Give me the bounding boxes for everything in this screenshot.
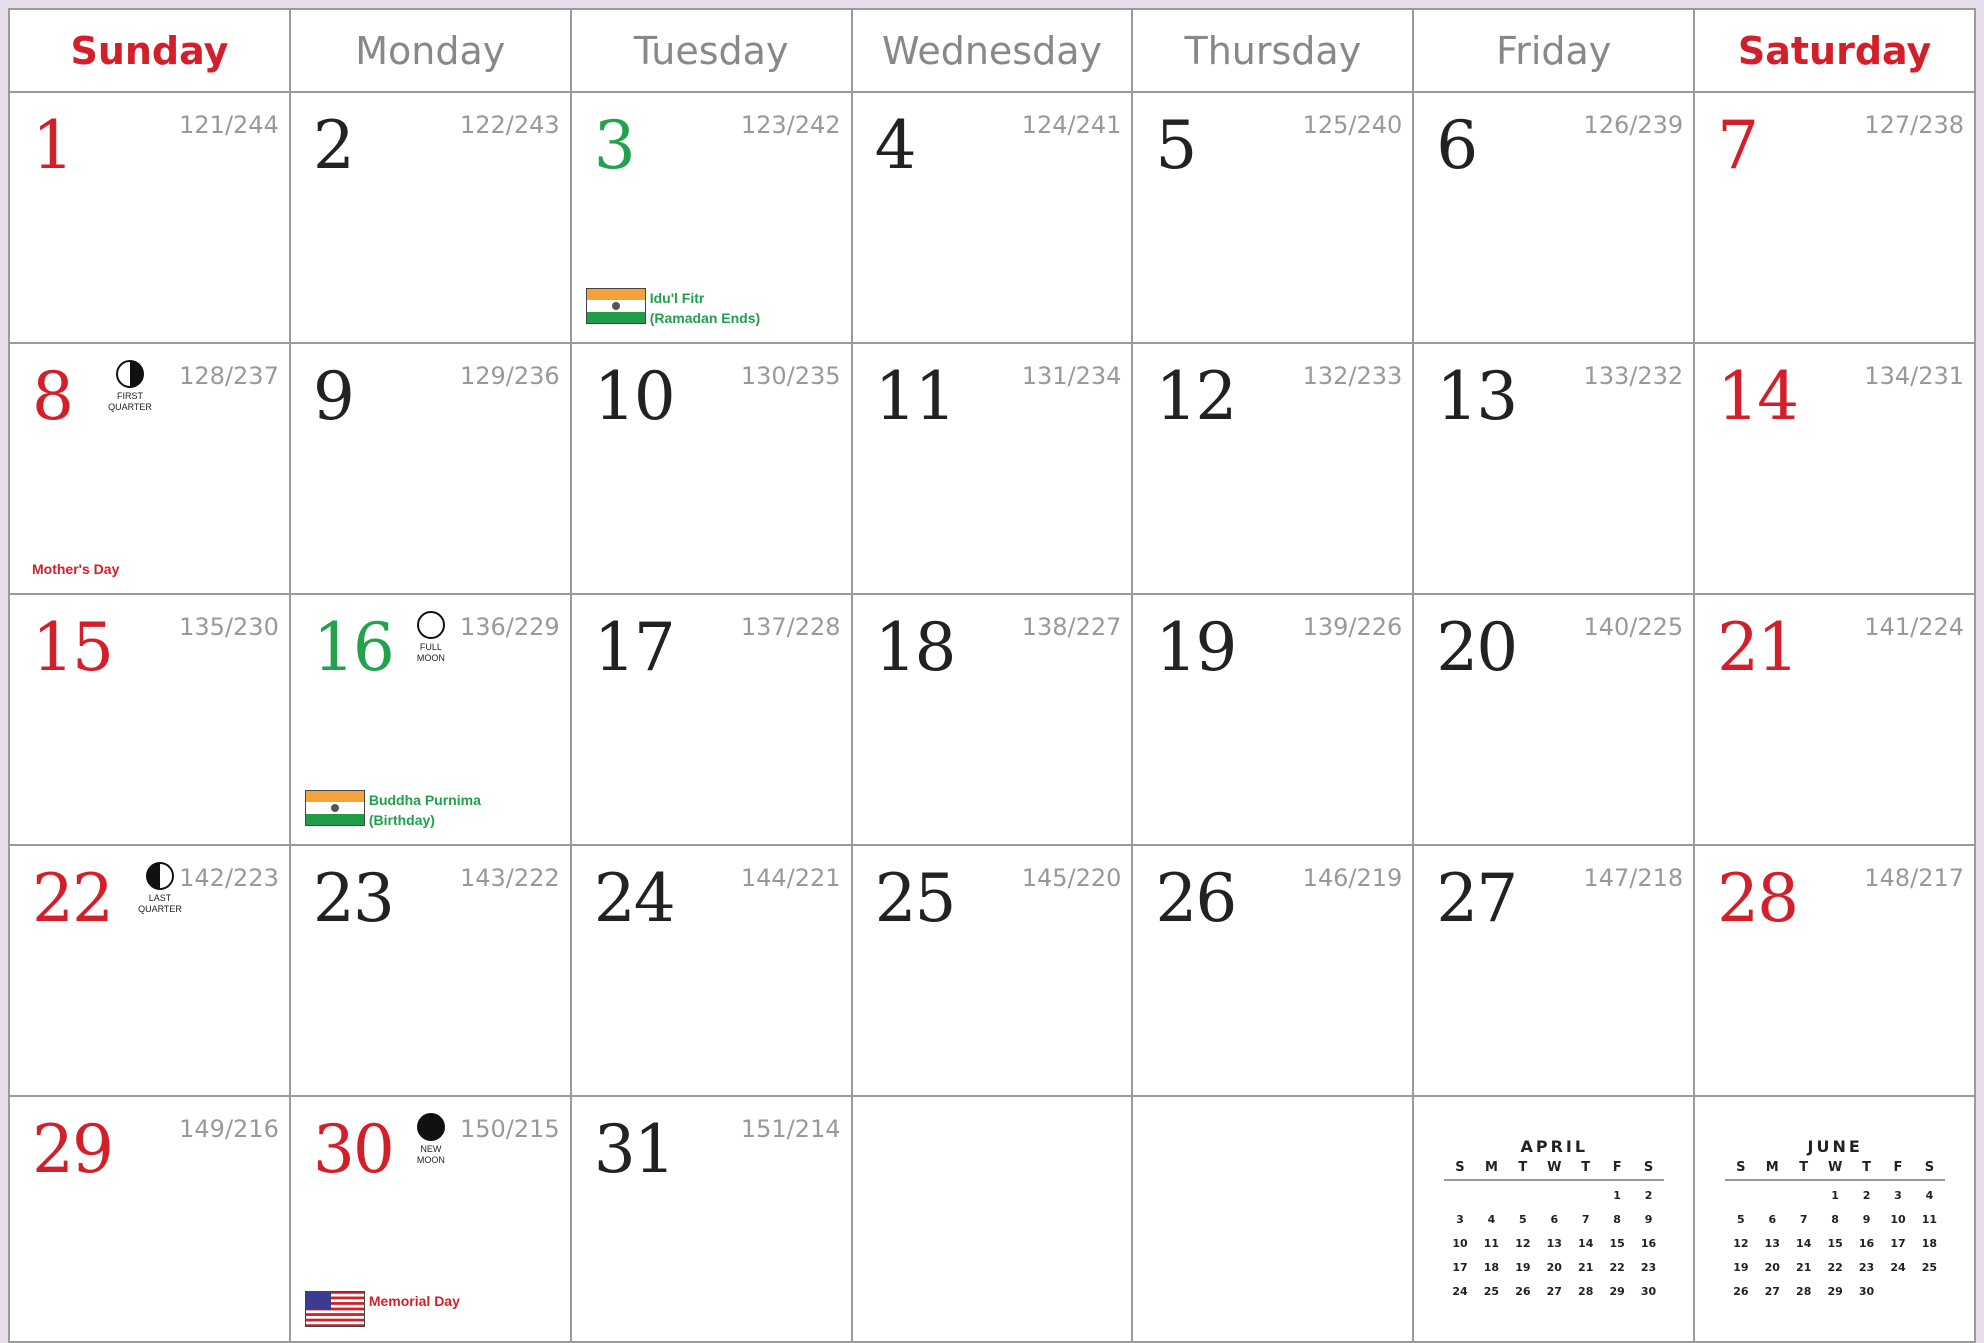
day-number: 1 [32,107,72,184]
day-number: 4 [874,107,915,184]
india-flag-icon [586,288,646,324]
moon-phase-label-line: QUARTER [108,402,152,412]
day-of-year-count: 135/230 [179,613,279,641]
day-cell[interactable] [291,846,572,1097]
moon-phase [401,611,461,664]
mini-calendar-title: JUNE [1807,1137,1863,1156]
day-of-year-count: 140/225 [1583,613,1684,641]
day-number: 6 [1436,107,1477,184]
day-of-year-count: 147/218 [1583,864,1684,892]
holiday-event-line: Buddha Purnima [368,792,481,808]
mini-day: 1 [1831,1189,1839,1202]
day-cell[interactable] [572,1097,853,1343]
mini-day: 23 [1858,1261,1875,1274]
day-of-year-count: 151/214 [740,1115,841,1143]
day-number: 15 [32,609,112,686]
moon-phase-label-line: LAST [148,893,172,903]
weekday-header-friday: Friday [1414,10,1695,93]
day-cell[interactable] [572,344,853,595]
mini-day: 14 [1578,1237,1594,1250]
holiday-event-line: Mother's Day [32,561,120,577]
day-cell[interactable] [1414,344,1695,595]
day-of-year-count: 145/220 [1021,864,1122,892]
day-of-year-count: 143/222 [460,864,560,892]
weekday-header-saturday: Saturday [1695,10,1976,93]
day-cell[interactable] [853,344,1134,595]
mini-day [1757,1189,1788,1202]
mini-day: 2 [1644,1189,1653,1202]
mini-day: 3 [1456,1213,1464,1226]
mini-day: 20 [1764,1261,1780,1274]
day-of-year-count: 134/231 [1864,362,1964,390]
mini-day: 22 [1827,1261,1843,1274]
mini-day: 8 [1613,1213,1621,1226]
day-number: 21 [1717,609,1798,686]
mini-day: 8 [1831,1213,1839,1226]
mini-day: 2 [1862,1189,1871,1202]
mini-day: 17 [1452,1261,1468,1274]
day-cell[interactable] [1414,93,1695,344]
mini-day: 18 [1921,1237,1938,1250]
day-of-year-count: 131/234 [1021,362,1122,390]
mini-day: 20 [1546,1261,1562,1274]
day-number: 7 [1717,107,1758,184]
day-cell[interactable] [291,595,572,846]
mini-day: 1 [1613,1189,1621,1202]
empty-day-cell [1133,1097,1414,1343]
mini-day: 11 [1921,1213,1938,1226]
day-cell[interactable] [1133,846,1414,1097]
holiday-event-text [650,288,760,328]
day-of-year-count: 123/242 [740,111,841,139]
day-of-year-count: 136/229 [460,613,560,641]
day-of-year-count: 132/233 [1302,362,1403,390]
month-calendar-grid [8,8,1976,1343]
mini-weekday: S [1736,1160,1746,1175]
holiday-event-text [32,559,119,579]
mini-day [1539,1189,1570,1202]
holiday-event-line: Idu'l Fitr [649,290,705,306]
day-cell[interactable] [572,93,853,344]
day-cell[interactable] [10,93,291,344]
holiday-event-line: Memorial Day [368,1293,460,1309]
mini-day: 11 [1483,1237,1500,1250]
mini-day: 18 [1483,1261,1500,1274]
moon-phase-label [401,642,461,664]
day-number: 25 [874,860,955,937]
moon-phase-label-line: FULL [419,642,442,652]
us-flag-icon [305,1291,365,1327]
day-number: 2 [312,107,353,184]
mini-calendar-june [1725,1137,1945,1298]
day-of-year-count: 122/243 [460,111,560,139]
mini-day: 4 [1487,1213,1496,1226]
mini-day: 27 [1546,1285,1562,1298]
weekday-header-monday: Monday [291,10,572,93]
first-moon-icon [116,360,144,388]
moon-phase-label [100,391,160,413]
mini-day: 19 [1733,1261,1749,1274]
mini-day [1725,1189,1756,1202]
day-of-year-count: 142/223 [179,864,279,892]
holiday-event-text [369,790,481,830]
day-of-year-count: 126/239 [1583,111,1684,139]
day-cell[interactable] [572,595,853,846]
day-number: 3 [593,107,634,184]
mini-weekday: S [1924,1160,1935,1175]
moon-phase-label-line: QUARTER [138,904,182,914]
day-of-year-count: 130/235 [740,362,841,390]
mini-day: 15 [1827,1237,1843,1250]
last-moon-icon [146,862,174,890]
day-cell[interactable] [291,93,572,344]
day-of-year-count: 133/232 [1583,362,1684,390]
mini-calendar-title: APRIL [1520,1137,1589,1156]
mini-day: 24 [1452,1285,1468,1298]
mini-day: 7 [1581,1213,1590,1226]
mini-day: 25 [1921,1261,1938,1274]
day-of-year-count: 129/236 [460,362,560,390]
day-number: 12 [1155,358,1236,435]
holiday-event-line: (Ramadan Ends) [649,310,761,326]
day-number: 30 [312,1111,393,1188]
day-cell[interactable] [572,846,853,1097]
mini-day: 29 [1827,1285,1843,1298]
mini-day: 16 [1640,1237,1657,1250]
mini-day [1570,1189,1601,1202]
mini-day: 17 [1890,1237,1906,1250]
day-cell[interactable] [1414,846,1695,1097]
moon-phase [100,360,160,413]
day-number: 28 [1717,860,1798,937]
moon-phase-label-line: NEW [420,1144,442,1154]
day-of-year-count: 144/221 [740,864,841,892]
mini-weekday: W [1827,1160,1843,1175]
mini-day: 19 [1515,1261,1531,1274]
moon-phase-label [130,893,190,915]
day-cell[interactable] [1695,93,1976,344]
mini-day: 25 [1483,1285,1500,1298]
moon-phase-label-line: MOON [416,653,445,663]
mini-day: 24 [1890,1261,1906,1274]
mini-calendar-weekdays [1444,1160,1664,1181]
day-number: 24 [593,860,674,937]
mini-day: 6 [1768,1213,1777,1226]
mini-day [1507,1189,1538,1202]
day-cell[interactable] [10,846,291,1097]
mini-day: 6 [1550,1213,1559,1226]
mini-day: 3 [1894,1189,1902,1202]
holiday-event-line: (Birthday) [368,812,435,828]
mini-calendar-days [1444,1189,1664,1298]
mini-day [1444,1189,1475,1202]
full-moon-icon [417,611,445,639]
day-of-year-count: 150/215 [460,1115,560,1143]
mini-weekday: S [1643,1160,1654,1175]
mini-day: 9 [1862,1213,1871,1226]
holiday-event [32,559,119,579]
mini-day: 12 [1733,1237,1749,1250]
mini-weekday: T [1518,1160,1528,1175]
day-cell[interactable] [1695,595,1976,846]
mini-calendar-weekdays [1725,1160,1945,1181]
day-cell[interactable] [853,846,1134,1097]
mini-weekday: S [1455,1160,1465,1175]
mini-day: 23 [1640,1261,1657,1274]
mini-day: 28 [1578,1285,1594,1298]
day-cell[interactable] [291,344,572,595]
mini-weekday: T [1799,1160,1809,1175]
day-cell[interactable] [853,595,1134,846]
day-number: 19 [1155,609,1236,686]
day-number: 22 [32,860,112,937]
mini-day: 5 [1737,1213,1745,1226]
mini-weekday: T [1862,1160,1871,1175]
day-of-year-count: 141/224 [1864,613,1964,641]
day-of-year-count: 148/217 [1864,864,1964,892]
holiday-event [305,790,481,830]
day-of-year-count: 128/237 [179,362,279,390]
mini-day: 21 [1796,1261,1812,1274]
mini-day: 14 [1796,1237,1812,1250]
mini-weekday: F [1612,1160,1622,1175]
day-number: 5 [1155,107,1196,184]
mini-calendar-days [1725,1189,1945,1298]
day-of-year-count: 138/227 [1021,613,1122,641]
day-cell[interactable] [853,93,1134,344]
holiday-event [305,1291,460,1327]
holiday-event-text [369,1291,460,1311]
weekday-header-tuesday: Tuesday [572,10,853,93]
day-of-year-count: 146/219 [1302,864,1403,892]
empty-day-cell [853,1097,1134,1343]
day-cell[interactable] [291,1097,572,1343]
mini-calendar-april [1444,1137,1664,1298]
mini-day: 10 [1452,1237,1468,1250]
mini-day: 26 [1515,1285,1531,1298]
mini-day: 12 [1515,1237,1531,1250]
mini-weekday: M [1484,1160,1498,1175]
day-of-year-count: 139/226 [1302,613,1403,641]
mini-day: 5 [1519,1213,1527,1226]
day-cell[interactable] [10,595,291,846]
mini-day: 16 [1858,1237,1875,1250]
mini-day: 29 [1609,1285,1625,1298]
day-of-year-count: 124/241 [1021,111,1122,139]
mini-day [1476,1189,1507,1202]
day-number: 26 [1155,860,1236,937]
day-number: 23 [312,860,393,937]
holiday-event [586,288,760,328]
day-of-year-count: 149/216 [179,1115,279,1143]
weekday-header-sunday: Sunday [10,10,291,93]
day-number: 17 [593,609,674,686]
mini-day: 30 [1858,1285,1875,1298]
day-number: 10 [593,358,674,435]
mini-day: 9 [1644,1213,1653,1226]
day-cell[interactable] [1133,344,1414,595]
mini-day: 15 [1609,1237,1625,1250]
day-number: 29 [32,1111,112,1188]
mini-day: 13 [1764,1237,1780,1250]
mini-day: 7 [1799,1213,1808,1226]
day-number: 20 [1436,609,1517,686]
mini-day [1788,1189,1819,1202]
day-number: 11 [874,358,955,435]
weekday-header-wednesday: Wednesday [853,10,1134,93]
day-number: 14 [1717,358,1798,435]
mini-calendar-cell-april [1414,1097,1695,1343]
day-number: 16 [312,609,393,686]
india-flag-icon [305,790,365,826]
mini-weekday: F [1893,1160,1903,1175]
day-cell[interactable] [1133,595,1414,846]
day-number: 8 [32,358,72,435]
moon-phase-label-line: MOON [416,1155,445,1165]
moon-phase-label [401,1144,461,1166]
day-cell[interactable] [10,1097,291,1343]
mini-day: 28 [1796,1285,1812,1298]
weekday-header-thursday: Thursday [1133,10,1414,93]
day-number: 31 [593,1111,674,1188]
mini-day: 21 [1578,1261,1594,1274]
day-of-year-count: 127/238 [1864,111,1964,139]
mini-weekday: T [1581,1160,1591,1175]
mini-day: 30 [1640,1285,1657,1298]
mini-calendar-cell-june [1695,1097,1976,1343]
moon-phase [130,862,190,915]
mini-day: 13 [1546,1237,1562,1250]
mini-day: 10 [1890,1213,1906,1226]
mini-weekday: W [1547,1160,1562,1175]
day-number: 9 [312,358,353,435]
mini-day: 22 [1609,1261,1625,1274]
day-of-year-count: 121/244 [179,111,279,139]
day-number: 13 [1436,358,1517,435]
mini-weekday: M [1765,1160,1779,1175]
new-moon-icon [417,1113,445,1141]
day-of-year-count: 137/228 [740,613,841,641]
moon-phase [401,1113,461,1166]
day-cell[interactable] [1414,595,1695,846]
mini-day: 26 [1733,1285,1749,1298]
mini-day: 4 [1925,1189,1934,1202]
mini-day: 27 [1764,1285,1780,1298]
day-of-year-count: 125/240 [1302,111,1403,139]
moon-phase-label-line: FIRST [117,391,143,401]
day-number: 18 [874,609,955,686]
day-cell[interactable] [10,344,291,595]
day-cell[interactable] [1133,93,1414,344]
day-cell[interactable] [1695,344,1976,595]
day-number: 27 [1436,860,1517,937]
day-cell[interactable] [1695,846,1976,1097]
